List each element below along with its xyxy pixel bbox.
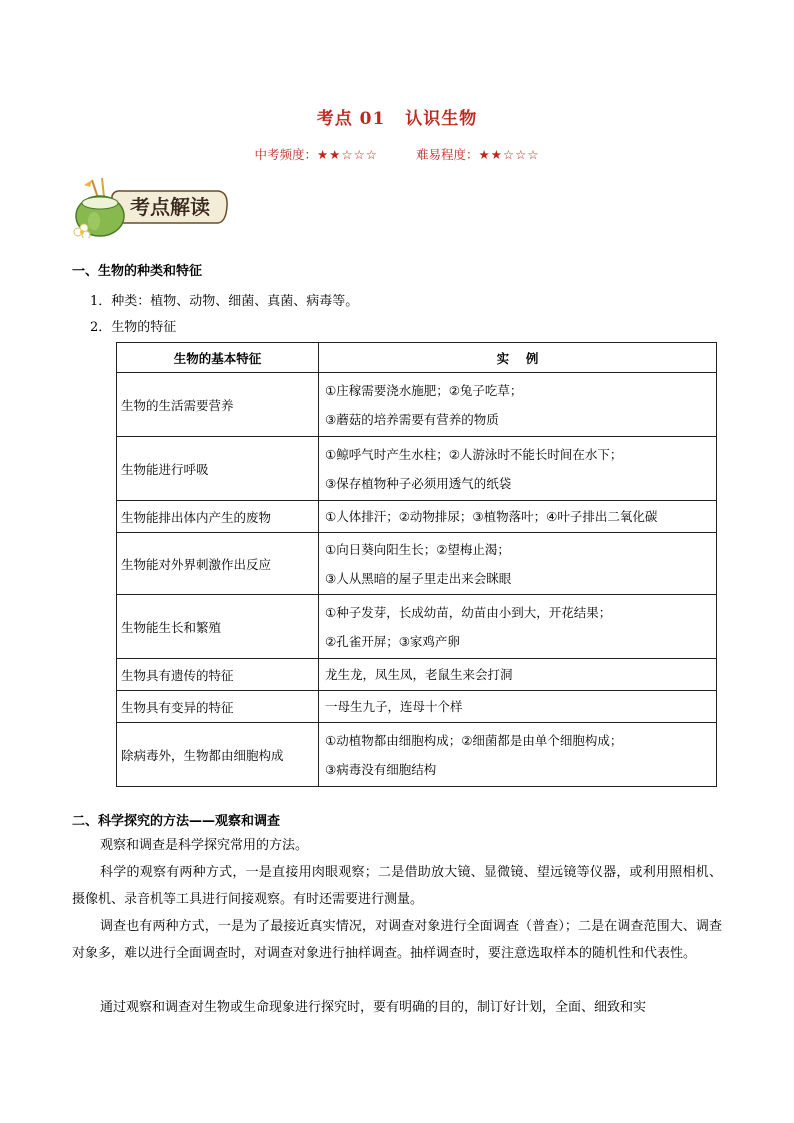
difficulty-stars: ★★☆☆☆ — [478, 147, 540, 162]
example-cell — [319, 437, 717, 501]
feature-cell: 除病毒外，生物都由细胞构成 — [117, 723, 319, 787]
example-line: ②孔雀开屏；③家鸡产卵 — [325, 633, 460, 649]
section1-heading: 一、生物的种类和特征 — [72, 264, 203, 279]
example-cell — [319, 533, 717, 595]
example-cell — [319, 373, 717, 437]
table-row — [117, 595, 717, 659]
example-line: ③保存植物种子必须用透气的纸袋 — [325, 475, 512, 491]
example-line: ①鲸呼气时产生水柱；②人游泳时不能长时间在水下； — [325, 446, 623, 462]
flower-icon — [74, 224, 90, 238]
table-row — [117, 533, 717, 595]
paragraph-observation: 科学的观察有两种方式，一是直接用肉眼观察；二是借助放大镜、显微镜、望远镜等仪器，或利用照相机、摄像机、录音机等工具进行间接观察。有时还需要进行测量。 — [72, 865, 722, 907]
example-line: 一母生九子，连母十个样 — [325, 699, 463, 714]
example-cell — [319, 501, 717, 533]
table-row — [117, 373, 717, 437]
feature-cell: 生物具有遗传的特征 — [117, 659, 319, 691]
table-row — [117, 723, 717, 787]
frequency-rating — [254, 145, 378, 163]
table-header-row — [117, 343, 717, 373]
example-line: ①向日葵向阳生长；②望梅止渴； — [325, 541, 510, 557]
kaodian-jiedu-badge — [72, 176, 232, 238]
example-line: ③病毒没有细胞结构 — [325, 761, 437, 777]
badge-label: 考点解读 — [130, 195, 210, 219]
example-line: ③人从黑暗的屋子里走出来会眯眼 — [325, 570, 512, 586]
paragraph-1: 观察和调查是科学探究常用的方法。 — [100, 838, 309, 853]
example-line: ①人体排汗；②动物排尿；③植物落叶；④叶子排出二氧化碳 — [325, 509, 658, 524]
example-cell — [319, 659, 717, 691]
rating-line — [0, 145, 794, 163]
example-cell — [319, 691, 717, 723]
example-line: ①动植物都由细胞构成；②细菌都是由单个细胞构成； — [325, 732, 623, 748]
feature-cell: 生物能生长和繁殖 — [117, 595, 319, 659]
table-row — [117, 659, 717, 691]
section2-heading: 二、科学探究的方法——观察和调查 — [72, 814, 281, 829]
example-line: ①种子发芽，长成幼苗，幼苗由小到大，开花结果； — [325, 604, 612, 620]
table-row — [117, 437, 717, 501]
list-item-types: 1．种类：植物、动物、细菌、真菌、病毒等。 — [90, 294, 359, 309]
table-row — [117, 501, 717, 533]
example-line: ①庄稼需要浇水施肥；②兔子吃草； — [325, 382, 523, 398]
example-line: ③蘑菇的培养需要有营养的物质 — [325, 411, 499, 427]
table-row — [117, 691, 717, 723]
paragraph-survey: 调查也有两种方式，一是为了最接近真实情况，对调查对象进行全面调查（普查）；二是在调查范围大、调查对象多，难以进行全面调查时，对调查对象进行抽样调查。抽样调查时，要注意选取样本的随机性和代表性。 — [72, 919, 722, 961]
frequency-stars: ★★☆☆☆ — [316, 147, 378, 162]
title-prefix: 考点 01 — [316, 109, 386, 129]
feature-cell: 生物能进行呼吸 — [117, 437, 319, 501]
header-example: 实 例 — [319, 343, 717, 373]
difficulty-rating — [416, 145, 540, 163]
feature-cell: 生物的生活需要营养 — [117, 373, 319, 437]
header-feature: 生物的基本特征 — [117, 343, 319, 373]
list-item-features: 2．生物的特征 — [90, 320, 177, 335]
feature-cell: 生物具有变异的特征 — [117, 691, 319, 723]
paragraph-intro — [72, 832, 722, 859]
title-name: 认识生物 — [405, 109, 478, 129]
example-cell — [319, 595, 717, 659]
feature-cell: 生物能对外界刺激作出反应 — [117, 533, 319, 595]
example-cell — [319, 723, 717, 787]
page-title — [0, 104, 794, 129]
feature-cell: 生物能排出体内产生的废物 — [117, 501, 319, 533]
features-table — [116, 342, 717, 787]
frequency-label: 中考频度： — [254, 147, 317, 162]
example-line: 龙生龙，凤生凤，老鼠生来会打洞 — [325, 667, 513, 682]
difficulty-label: 难易程度： — [415, 147, 479, 162]
paragraph-inquiry: 通过观察和调查对生物或生命现象进行探究时，要有明确的目的，制订好计划，全面、细致和实 — [100, 1000, 647, 1015]
